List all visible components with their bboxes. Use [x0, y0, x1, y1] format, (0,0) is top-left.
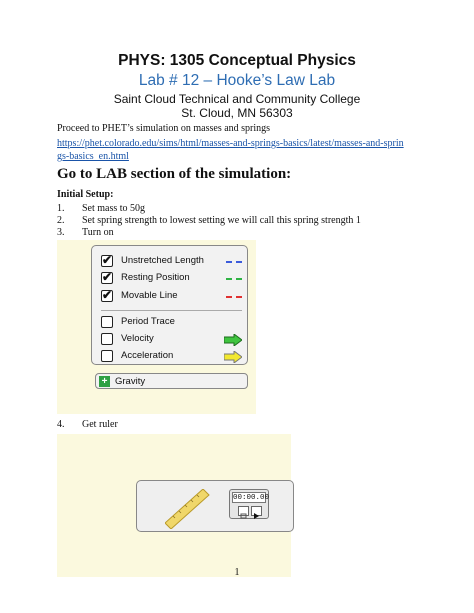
step-text: Turn on: [82, 227, 114, 238]
step-3: [57, 227, 114, 238]
step-number: 1.: [57, 203, 65, 214]
green-dash-line-icon: [226, 278, 242, 280]
step-number: 2.: [57, 215, 65, 226]
intro-text: Proceed to PHET’s simulation on masses and springs: [57, 123, 271, 134]
red-dash-line-icon: [226, 296, 242, 298]
velocity-option[interactable]: [101, 333, 242, 347]
unstretched-length-option[interactable]: [101, 255, 242, 269]
page-number: 1: [234, 567, 240, 578]
college-name: Saint Cloud Technical and Community College: [113, 92, 361, 106]
gravity-toggle[interactable]: [95, 373, 248, 389]
stopwatch[interactable]: [229, 489, 269, 519]
panel-divider: [101, 310, 242, 311]
option-label: Movable Line: [121, 290, 178, 301]
section-heading: Go to LAB section of the simulation:: [57, 166, 292, 182]
step-text: Set spring strength to lowest setting we will call this spring strength 1: [82, 215, 361, 226]
unstretched-length-checkbox[interactable]: [101, 255, 113, 267]
gravity-label: Gravity: [115, 376, 146, 387]
step-2: [57, 215, 361, 226]
stopwatch-display: 00:00.00: [233, 494, 270, 502]
checkmark-icon: ✔: [102, 288, 113, 302]
college-city: St. Cloud, MN 56303: [181, 106, 293, 120]
step-text: Get ruler: [82, 419, 118, 430]
resting-position-checkbox[interactable]: [101, 272, 113, 284]
velocity-checkbox[interactable]: [101, 333, 113, 345]
yellow-arrow-icon: [224, 351, 242, 363]
ruler-icon[interactable]: [165, 489, 211, 529]
option-label: Unstretched Length: [121, 255, 204, 266]
checkmark-icon: ✔: [102, 253, 113, 267]
play-icon: [252, 512, 261, 520]
option-label: Velocity: [121, 333, 154, 344]
initial-setup-heading: Initial Setup:: [57, 189, 114, 200]
step-4: [57, 419, 118, 430]
reset-button[interactable]: [238, 506, 249, 516]
step-number: 3.: [57, 227, 65, 238]
plus-icon: +: [99, 376, 110, 387]
period-trace-option[interactable]: [101, 316, 242, 330]
visibility-panel: [91, 245, 248, 365]
step-text: Set mass to 50g: [82, 203, 146, 214]
green-arrow-icon: [224, 334, 242, 346]
resting-position-option[interactable]: [101, 272, 242, 286]
movable-line-option[interactable]: [101, 290, 242, 304]
acceleration-option[interactable]: [101, 350, 242, 364]
page-title: PHYS: 1305 Conceptual Physics: [118, 52, 356, 69]
step-1: [57, 203, 145, 214]
acceleration-checkbox[interactable]: [101, 350, 113, 362]
lab-title: Lab # 12 – Hooke’s Law Lab: [138, 72, 336, 89]
play-button[interactable]: [251, 506, 262, 516]
option-label: Period Trace: [121, 316, 175, 327]
option-label: Acceleration: [121, 350, 174, 361]
blue-dash-line-icon: [226, 261, 242, 263]
toolbox-panel: [136, 480, 294, 532]
reset-icon: [239, 512, 248, 520]
period-trace-checkbox[interactable]: [101, 316, 113, 328]
simulation-link[interactable]: https://phet.colorado.edu/sims/html/masses-and-springs-basics/latest/masses-and-springs-basics_en.html: [57, 138, 404, 162]
step-number: 4.: [57, 419, 65, 430]
checkmark-icon: ✔: [102, 270, 113, 284]
option-label: Resting Position: [121, 272, 190, 283]
movable-line-checkbox[interactable]: [101, 290, 113, 302]
